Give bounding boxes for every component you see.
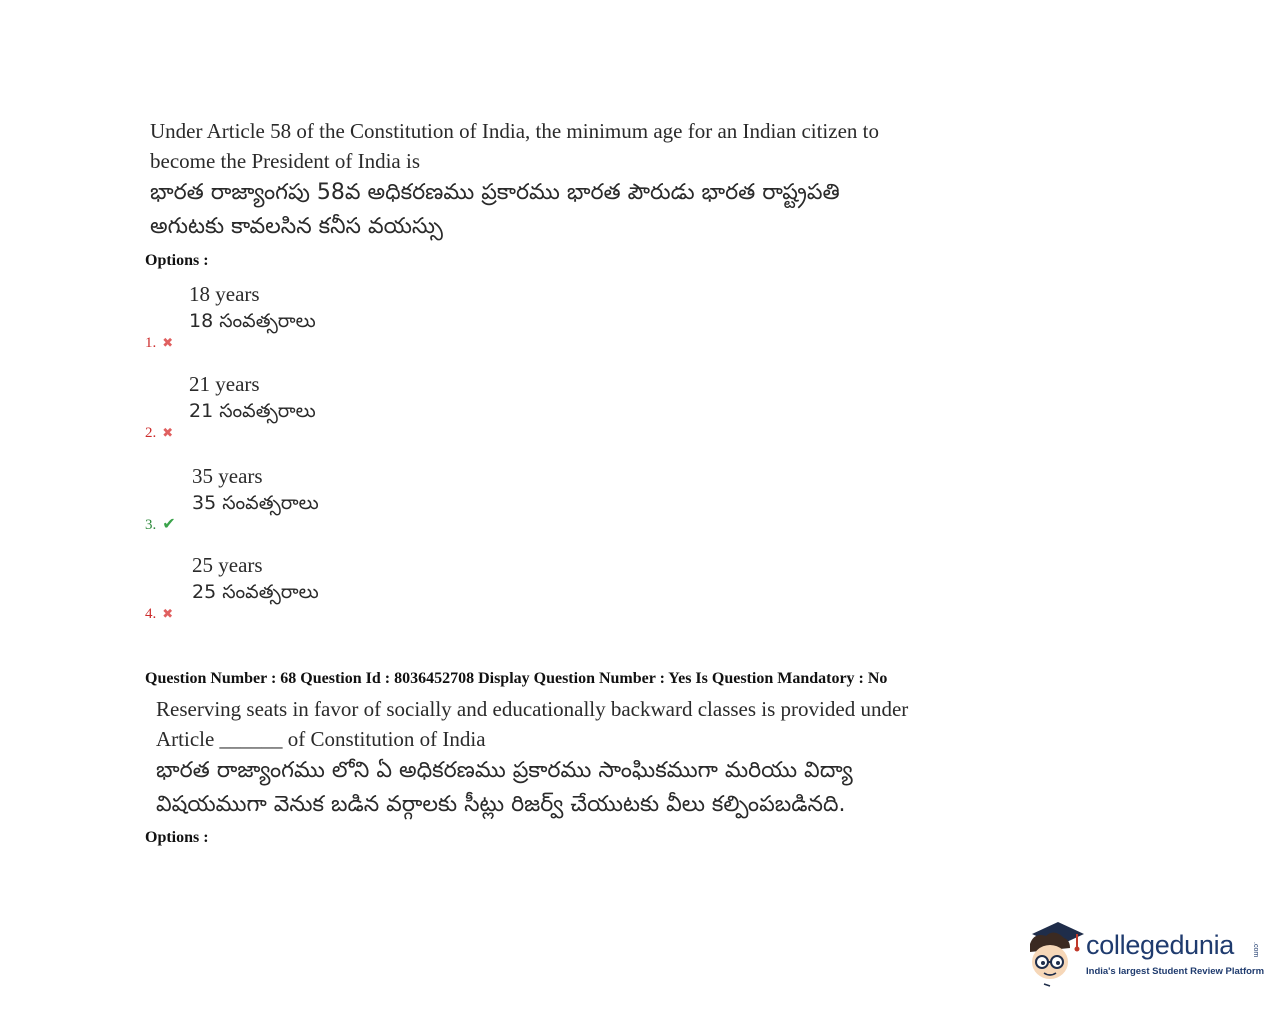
option-4 — [145, 553, 545, 623]
option-1-english: 18 years — [189, 282, 260, 306]
question-1-telugu-line-2: అగుటకు కావలసిన కనీస వయస్సు — [150, 214, 443, 239]
option-2-telugu: 21 సంవత్సరాలు — [189, 400, 316, 422]
option-1-number-row — [145, 335, 173, 352]
question-2-english-line-2: Article ______ of Constitution of India — [156, 727, 486, 751]
cross-icon: ✖ — [162, 336, 174, 351]
option-4-telugu: 25 సంవత్సరాలు — [192, 581, 319, 603]
question-2-meta: Question Number : 68 Question Id : 8036452708 Display Question Number : Yes Is Question Mandatory : No — [145, 670, 888, 687]
option-2 — [145, 372, 545, 442]
cross-icon: ✖ — [162, 607, 174, 622]
option-3-telugu: 35 సంవత్సరాలు — [192, 492, 319, 514]
option-1-telugu: 18 సంవత్సరాలు — [189, 310, 316, 332]
option-2-number: 2. — [145, 425, 157, 441]
question-1-english-line-1: Under Article 58 of the Constitution of India, the minimum age for an Indian citizen to — [150, 119, 879, 143]
check-icon: ✔ — [162, 514, 176, 533]
question-1-english-line-2: become the President of India is — [150, 149, 421, 173]
option-3 — [145, 464, 545, 534]
cross-icon: ✖ — [162, 426, 174, 441]
option-2-number-row — [145, 425, 173, 442]
brand-tagline: India's largest Student Review Platform — [1086, 966, 1265, 977]
option-4-english: 25 years — [192, 553, 263, 577]
question-2-telugu-line-1: భారత రాజ్యాంగము లోని ఏ అధికరణము ప్రకారము సాంఘికముగా మరియు విద్యా — [156, 758, 853, 783]
question-1-telugu-line-1: భారత రాజ్యాంగపు 58వ అధికరణము ప్రకారము భారత పౌరుడు భారత రాష్ట్రపతి — [150, 180, 840, 205]
collegedunia-logo — [1024, 916, 1264, 996]
question-2-text — [156, 694, 908, 822]
option-4-number: 4. — [145, 606, 157, 622]
option-3-number: 3. — [145, 517, 157, 533]
option-2-english: 21 years — [189, 372, 260, 396]
question-1-text — [150, 116, 879, 244]
question-2-english-line-1: Reserving seats in favor of socially and educationally backward classes is provided under — [156, 697, 909, 721]
option-1 — [145, 282, 545, 352]
mascot-icon — [1024, 916, 1086, 994]
option-3-number-row — [145, 514, 176, 534]
brand-suffix: .com — [1252, 942, 1259, 958]
question-2-telugu-line-2: విషయముగా వెనుక బడిన వర్గాలకు సీట్లు రిజర్వ్ చేయుటకు వీలు కల్పింపబడినది. — [156, 792, 846, 817]
brand-name: collegedunia — [1086, 930, 1235, 960]
option-3-english: 35 years — [192, 464, 263, 488]
option-1-number: 1. — [145, 335, 157, 351]
question-1-options-label: Options : — [145, 252, 209, 269]
question-2-options-label: Options : — [145, 829, 209, 846]
option-4-number-row — [145, 606, 173, 623]
